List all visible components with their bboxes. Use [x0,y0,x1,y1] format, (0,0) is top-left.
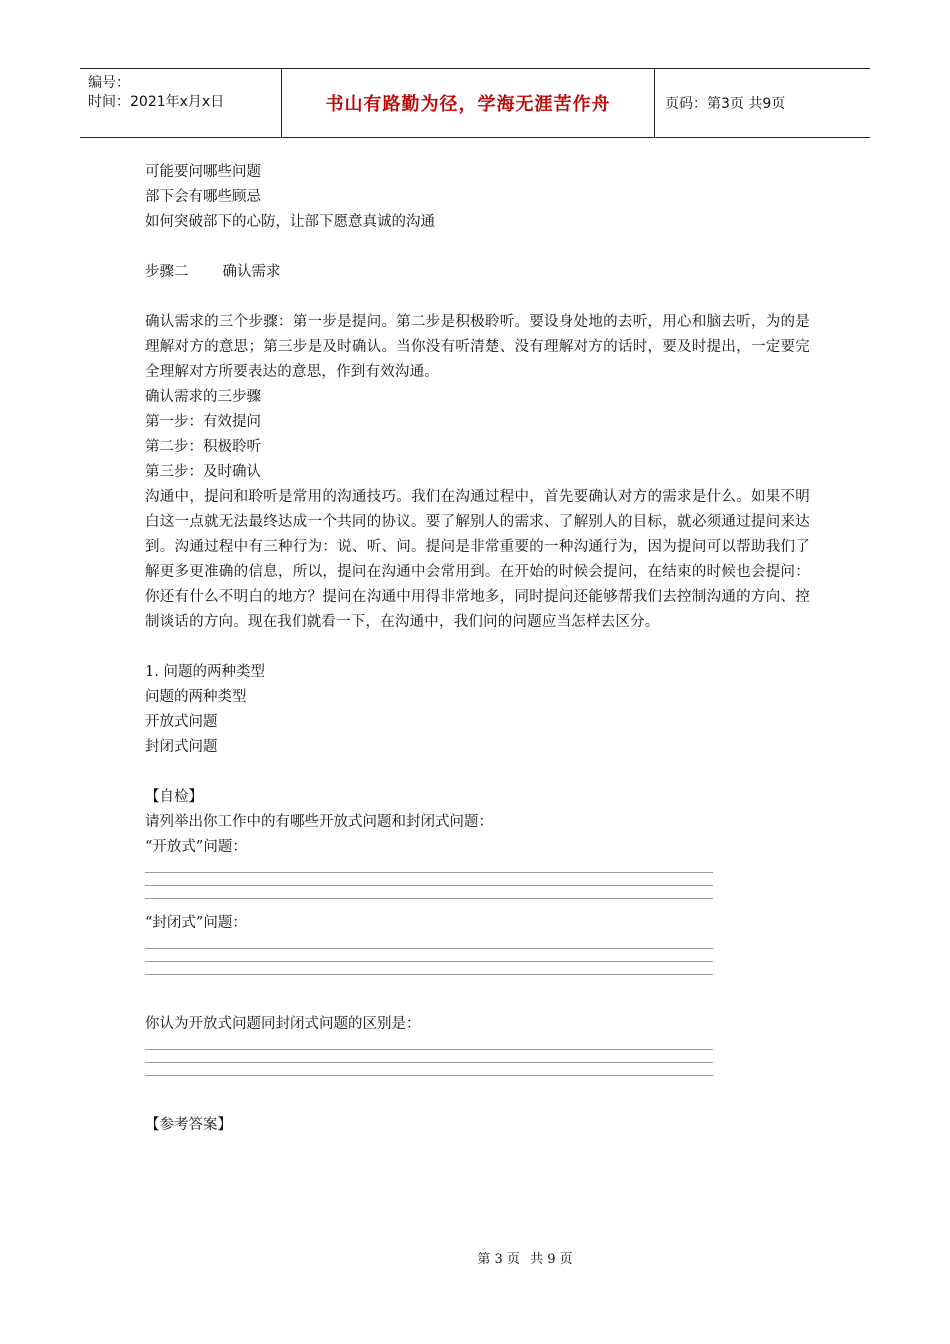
header-motto-cell [282,69,655,137]
header-meta [80,69,282,137]
answer-line[interactable] [145,961,713,962]
list-item: 第二步：积极聆听 [145,439,261,455]
header-page-info: 页码：第3页 共9页 [665,96,786,112]
exercise-prompt: 请列举出你工作中的有哪些开放式问题和封闭式问题： [145,814,493,830]
answer-line[interactable] [145,898,713,899]
motto: 书山有路勤为径，学海无涯苦作舟 [325,94,611,115]
self-check-heading: 【自检】 [145,789,203,805]
page-footer [0,1248,950,1267]
step-heading [145,260,810,285]
step-title: 确认需求 [222,264,281,280]
answer-line[interactable] [145,1049,713,1050]
list-item: 问题的两种类型 [145,689,247,705]
list-item: 第一步：有效提问 [145,414,261,430]
question-line: 可能要问哪些问题 [145,164,261,180]
answer-lines-open [145,872,810,899]
document-body [145,160,810,1138]
step-label: 步骤二 [145,264,189,280]
answer-line[interactable] [145,1075,713,1076]
time-label: 时间：2021年x月x日 [88,94,225,110]
answer-lines-diff [145,1049,810,1076]
list-item: 第三步：及时确认 [145,464,261,480]
open-question-label: “开放式”问题： [145,839,247,855]
reference-answer-heading: 【参考答案】 [145,1117,232,1133]
question-line: 如何突破部下的心防，让部下愿意真诚的沟通 [145,214,435,230]
footer-page: 第 3 页 [477,1252,520,1267]
list-item: 封闭式问题 [145,739,218,755]
section-heading: 1. 问题的两种类型 [145,664,265,680]
answer-line[interactable] [145,885,713,886]
paragraph: 沟通中，提问和聆听是常用的沟通技巧。我们在沟通过程中，首先要确认对方的需求是什么。如果不明白这一点就无法最终达成一个共同的协议。要了解别人的需求、了解别人的目标，就必须通过提问来达到。沟通过程中有三种行为：说、听、问。提问是非常重要的一种沟通行为，因为提问可以帮助我们了解更多更准确的信息，所以，提问在沟通中会常用到。在开始的时候会提问，在结束的时候也会提问：你还有什么不明白的地方？提问在沟通中用得非常地多，同时提问还能够帮我们去控制沟通的方向、控制谈话的方向。现在我们就看一下，在沟通中，我们问的问题应当怎样去区分。 [145,489,810,630]
answer-line[interactable] [145,872,713,873]
question-line: 部下会有哪些顾忌 [145,189,261,205]
footer-total: 共 9 页 [530,1252,573,1267]
list-item: 开放式问题 [145,714,218,730]
page-header [80,68,870,138]
paragraph: 确认需求的三个步骤：第一步是提问。第二步是积极聆听。要设身处地的去听，用心和脑去听，为的是理解对方的意思；第三步是及时确认。当你没有听清楚、没有理解对方的话时，要及时提出，一定要完全理解对方所要表达的意思，作到有效沟通。 [145,314,810,380]
difference-label: 你认为开放式问题同封闭式问题的区别是： [145,1016,421,1032]
answer-line[interactable] [145,948,713,949]
closed-question-label: “封闭式”问题： [145,915,247,931]
answer-line[interactable] [145,1062,713,1063]
list-heading: 确认需求的三步骤 [145,389,261,405]
answer-lines-closed [145,948,810,975]
serial-label: 编号： [88,75,130,91]
answer-line[interactable] [145,974,713,975]
